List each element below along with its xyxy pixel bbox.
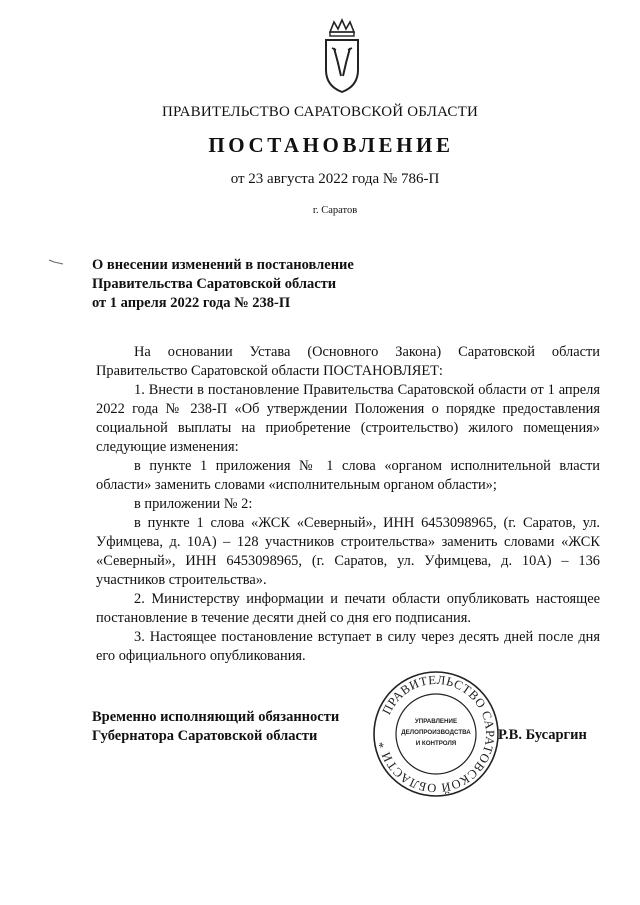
svg-text:ПРАВИТЕЛЬСТВО САРАТОВСКОЙ ОБЛА: ПРАВИТЕЛЬСТВО САРАТОВСКОЙ ОБЛАСТИ * (375, 672, 498, 796)
body-paragraph: 3. Настоящее постановление вступает в силу через десять дней после дня его официального опубликования. (96, 629, 600, 664)
signatory-position-line: Временно исполняющий обязанности (92, 709, 340, 725)
government-name: ПРАВИТЕЛЬСТВО САРАТОВСКОЙ ОБЛАСТИ (161, 104, 479, 120)
document-date-number: от 23 августа 2022 года № 786-П (230, 171, 440, 187)
document-city: г. Саратов (312, 205, 358, 216)
subject-line: О внесении изменений в постановление (92, 257, 354, 273)
svg-text:УПРАВЛЕНИЕ: УПРАВЛЕНИЕ (414, 718, 458, 725)
body-paragraph: в пункте 1 слова «ЖСК «Северный», ИНН 6453098965, (г. Саратов, ул. Уфимцева, д. 10А) – 128 участников строительства» заменить словами «ЖСК «Северный», ИНН 6453098965, (г. Саратов, ул. Уфимцева, д. 10А) – 136 участников строительства». (96, 515, 600, 588)
signatory-position (92, 708, 339, 746)
document-body (96, 343, 600, 666)
body-paragraph: в пункте 1 приложения № 1 слова «органом исполнительной власти области» заменить словами «исполнительным органом области»; (96, 458, 600, 493)
body-paragraph: 1. Внести в постановление Правительства Саратовской области от 1 апреля 2022 года № 238-П «Об утверждении Положения о порядке предоставления социальной выплаты на приобретение (строительство) жилого помещения» следующие изменения: (96, 382, 600, 455)
signatory-position-line: Губернатора Саратовской области (92, 728, 318, 744)
subject-line: от 1 апреля 2022 года № 238-П (92, 295, 291, 311)
margin-mark (48, 258, 64, 266)
official-seal-stamp (370, 668, 502, 800)
svg-text:И КОНТРОЛЯ: И КОНТРОЛЯ (415, 740, 457, 747)
body-paragraph: 2. Министерству информации и печати области опубликовать настоящее постановление в течение десяти дней со дня его подписания. (96, 591, 600, 626)
signatory-name: Р.В. Бусаргин (498, 727, 587, 743)
body-paragraph: На основании Устава (Основного Закона) Саратовской области Правительство Саратовской области ПОСТАНОВЛЯЕТ: (96, 344, 600, 379)
document-type-title: ПОСТАНОВЛЕНИЕ (208, 133, 454, 157)
body-paragraph: в приложении № 2: (134, 496, 253, 512)
svg-text:ДЕЛОПРОИЗВОДСТВА: ДЕЛОПРОИЗВОДСТВА (401, 729, 471, 736)
coat-of-arms-icon (320, 18, 364, 94)
subject-line: Правительства Саратовской области (92, 276, 337, 292)
document-subject (92, 256, 412, 313)
